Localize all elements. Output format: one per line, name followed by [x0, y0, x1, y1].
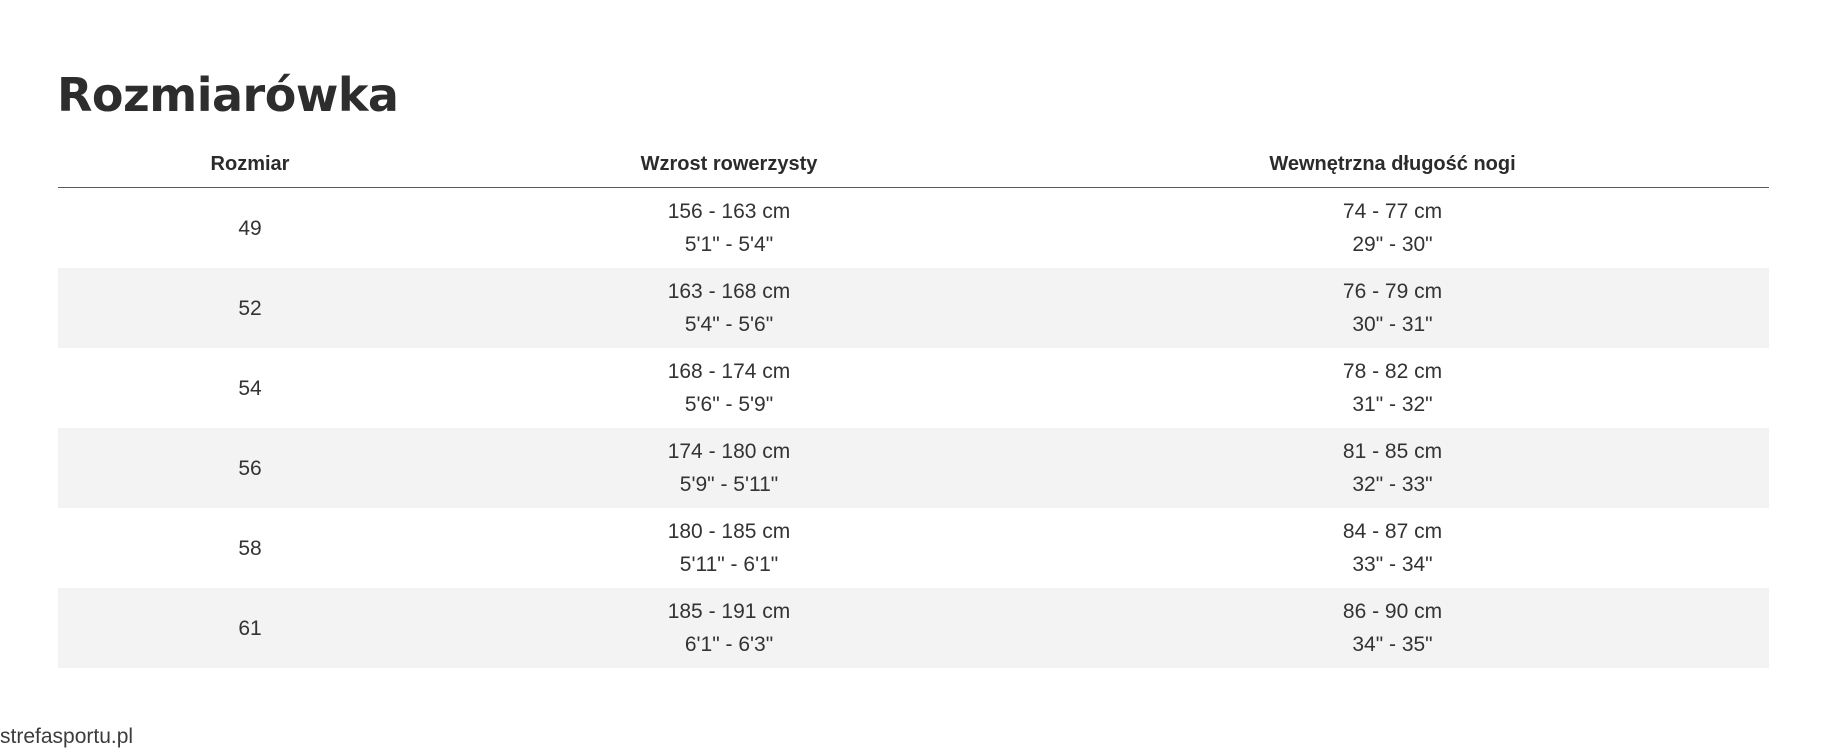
- size-cell: 61: [58, 588, 442, 668]
- inseam-cm: 76 - 79 cm: [1342, 280, 1443, 303]
- height-in: 5'11" - 6'1": [679, 553, 779, 576]
- rider-height-cell: [442, 268, 1016, 348]
- inseam-cell: [1016, 348, 1769, 428]
- inseam-cell: [1016, 188, 1769, 269]
- height-in: 5'6" - 5'9": [684, 393, 774, 416]
- table-body: [58, 188, 1769, 669]
- table-row: [58, 588, 1769, 668]
- size-cell: 58: [238, 536, 262, 560]
- table-row: [58, 348, 1769, 428]
- height-cm: 180 - 185 cm: [667, 520, 791, 543]
- table-row: [58, 508, 1769, 588]
- height-in: 5'4" - 5'6": [684, 313, 774, 336]
- height-in: 6'1" - 6'3": [684, 633, 774, 656]
- inseam-cell: [1016, 508, 1769, 588]
- size-cell: 56: [58, 428, 442, 508]
- table-row: [58, 268, 1769, 348]
- site-watermark: strefasportu.pl: [0, 725, 134, 748]
- rider-height-cell: [442, 588, 1016, 668]
- inseam-in: 32" - 33": [1352, 473, 1433, 496]
- height-cm: 185 - 191 cm: [667, 600, 791, 623]
- header-rider-height: Wzrost rowerzysty: [442, 141, 1016, 188]
- size-cell: 54: [238, 376, 262, 400]
- rider-height-cell: [442, 348, 1016, 428]
- inseam-cm: 86 - 90 cm: [1342, 600, 1443, 623]
- header-inseam-length: Wewnętrzna długość nogi: [1016, 141, 1769, 188]
- table-header: [58, 141, 1769, 188]
- inseam-cm: 74 - 77 cm: [1342, 200, 1443, 223]
- inseam-in: 31" - 32": [1352, 393, 1433, 416]
- rider-height-cell: [442, 188, 1016, 269]
- page-title: Rozmiarówka: [57, 68, 399, 122]
- size-chart-table: [58, 141, 1769, 668]
- inseam-in: 30" - 31": [1352, 313, 1433, 336]
- inseam-cell: [1016, 588, 1769, 668]
- inseam-cell: [1016, 268, 1769, 348]
- table-row: [58, 428, 1769, 508]
- inseam-in: 34" - 35": [1352, 633, 1433, 656]
- height-cm: 156 - 163 cm: [667, 200, 791, 223]
- rider-height-cell: [442, 508, 1016, 588]
- size-cell: 49: [238, 216, 262, 240]
- height-in: 5'1" - 5'4": [684, 233, 774, 256]
- inseam-cm: 81 - 85 cm: [1342, 440, 1443, 463]
- inseam-in: 33" - 34": [1352, 553, 1433, 576]
- height-in: 5'9" - 5'11": [679, 473, 779, 496]
- inseam-cm: 84 - 87 cm: [1342, 520, 1443, 543]
- size-cell: 52: [58, 268, 442, 348]
- rider-height-cell: [442, 428, 1016, 508]
- inseam-cm: 78 - 82 cm: [1342, 360, 1443, 383]
- table-header-row: [58, 141, 1769, 188]
- height-cm: 163 - 168 cm: [667, 280, 791, 303]
- table-row: [58, 188, 1769, 269]
- header-size: Rozmiar: [58, 141, 442, 188]
- inseam-in: 29" - 30": [1352, 233, 1433, 256]
- height-cm: 174 - 180 cm: [667, 440, 791, 463]
- inseam-cell: [1016, 428, 1769, 508]
- height-cm: 168 - 174 cm: [667, 360, 791, 383]
